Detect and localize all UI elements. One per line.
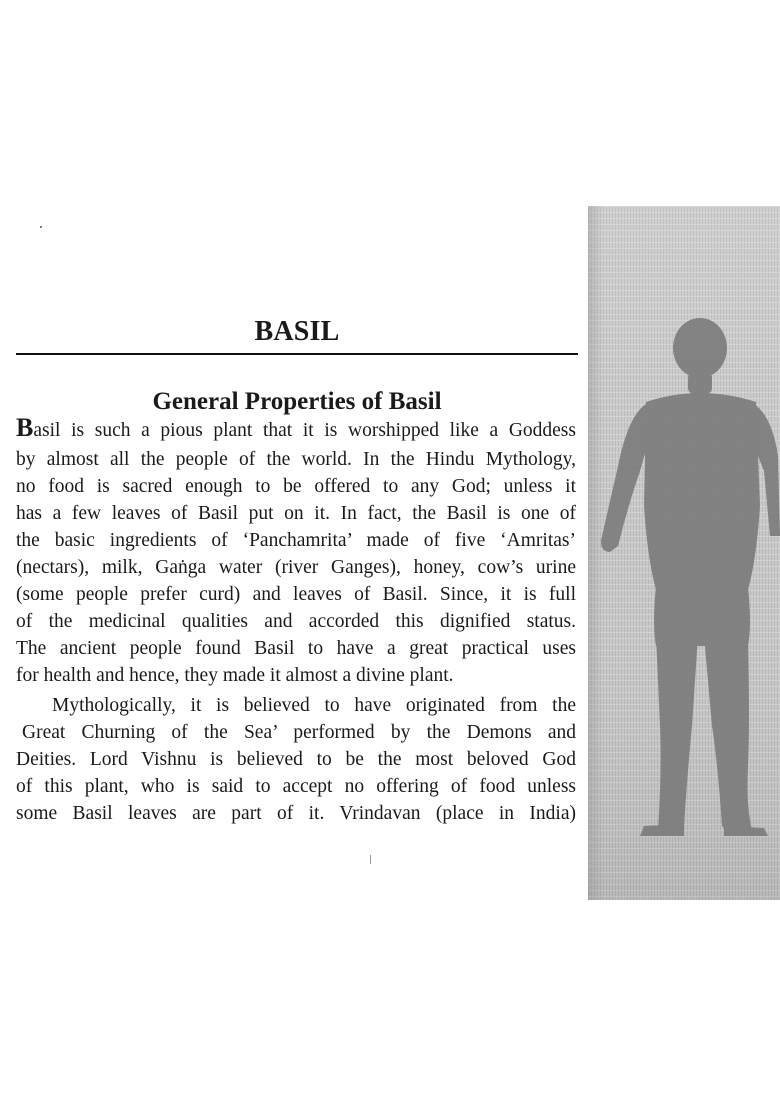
paragraph-line: for health and hence, they made it almost a divine plant.	[16, 665, 454, 686]
print-speck	[40, 226, 42, 228]
paragraph-line: Mythologically, it is believed to have originated from the	[52, 695, 576, 716]
paragraph-line: no food is sacred enough to be offered to any God; unless it	[16, 476, 576, 497]
paragraph-line: of the medicinal qualities and accorded this dignified status.	[16, 611, 576, 632]
side-illustration	[588, 206, 780, 900]
paragraph-first-line-text: asil is such a pious plant that it is worshipped like a Goddess	[33, 420, 576, 441]
paragraph-line: The ancient people found Basil to have a great practical uses	[16, 638, 576, 659]
paragraph-line: (nectars), milk, Gaṅga water (river Ganges), honey, cow’s urine	[16, 557, 576, 578]
paragraph-line: has a few leaves of Basil put on it. In fact, the Basil is one of	[16, 503, 576, 524]
paragraph-line: Great Churning of the Sea’ performed by the Demons and	[22, 722, 576, 743]
title-underline	[16, 353, 578, 355]
paragraph-line: some Basil leaves are part of it. Vrindavan (place in India)	[16, 803, 576, 824]
print-mark	[370, 855, 371, 864]
paragraph-line: the basic ingredients of ‘Panchamrita’ made of five ‘Amritas’	[16, 530, 576, 551]
paragraph-line: Deities. Lord Vishnu is believed to be the most beloved God	[16, 749, 576, 770]
section-heading: General Properties of Basil	[152, 388, 442, 415]
drop-cap: B	[16, 413, 34, 442]
paragraph-line	[16, 413, 576, 444]
paragraph-line: (some people prefer curd) and leaves of Basil. Since, it is full	[16, 584, 576, 605]
paragraph-line: by almost all the people of the world. In the Hindu Mythology,	[16, 449, 576, 470]
page-title: BASIL	[254, 316, 340, 347]
paragraph-line: of this plant, who is said to accept no offering of food unless	[16, 776, 576, 797]
